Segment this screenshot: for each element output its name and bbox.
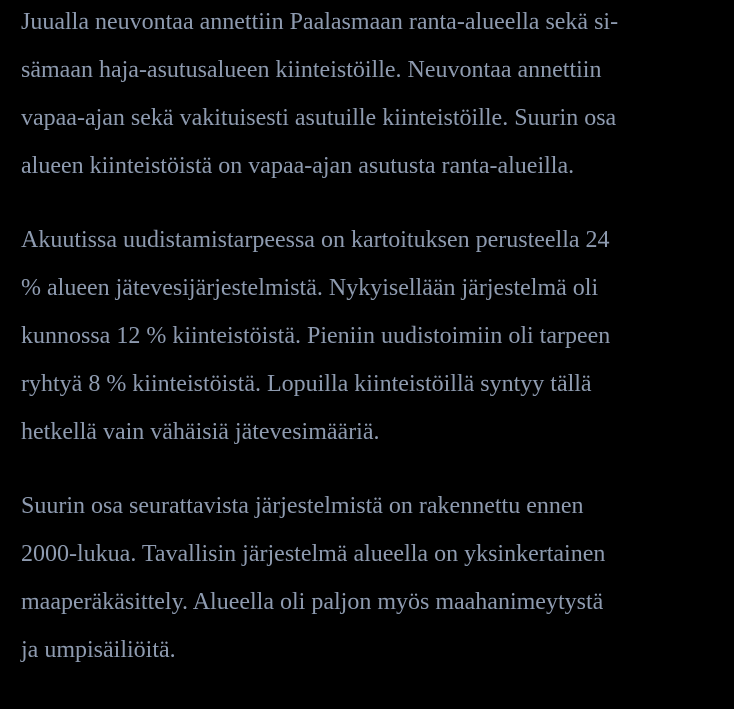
paragraph-1 (21, 0, 618, 190)
paragraph-2 (21, 216, 610, 456)
text-line: Suurin osa seurattavista järjestelmistä on rakennettu ennen (21, 493, 584, 519)
text-line: ja umpisäiliöitä. (21, 637, 176, 663)
text-line: % alueen jätevesijärjestelmistä. Nykyisellään järjestelmä oli (21, 275, 599, 301)
text-line: alueen kiinteistöistä on vapaa-ajan asutusta ranta-alueilla. (21, 153, 575, 179)
text-line: ryhtyä 8 % kiinteistöistä. Lopuilla kiinteistöillä syntyy tällä (21, 371, 592, 397)
paragraph-3 (21, 482, 605, 674)
text-line: hetkellä vain vähäisiä jätevesimääriä. (21, 419, 380, 445)
text-line: Juualla neuvontaa annettiin Paalasmaan ranta-alueella sekä si- (21, 9, 619, 35)
text-line: sämaan haja-asutusalueen kiinteistöille. Neuvontaa annettiin (21, 57, 602, 83)
text-line: Akuutissa uudistamistarpeessa on kartoituksen perusteella 24 (21, 227, 610, 253)
text-line: 2000-lukua. Tavallisin järjestelmä alueella on yksinkertainen (21, 541, 606, 567)
text-line: maaperäkäsittely. Alueella oli paljon myös maahanimeytystä (21, 589, 604, 615)
text-line: vapaa-ajan sekä vakituisesti asutuille kiinteistöille. Suurin osa (21, 105, 617, 131)
text-line: kunnossa 12 % kiinteistöistä. Pieniin uudistoimiin oli tarpeen (21, 323, 611, 349)
